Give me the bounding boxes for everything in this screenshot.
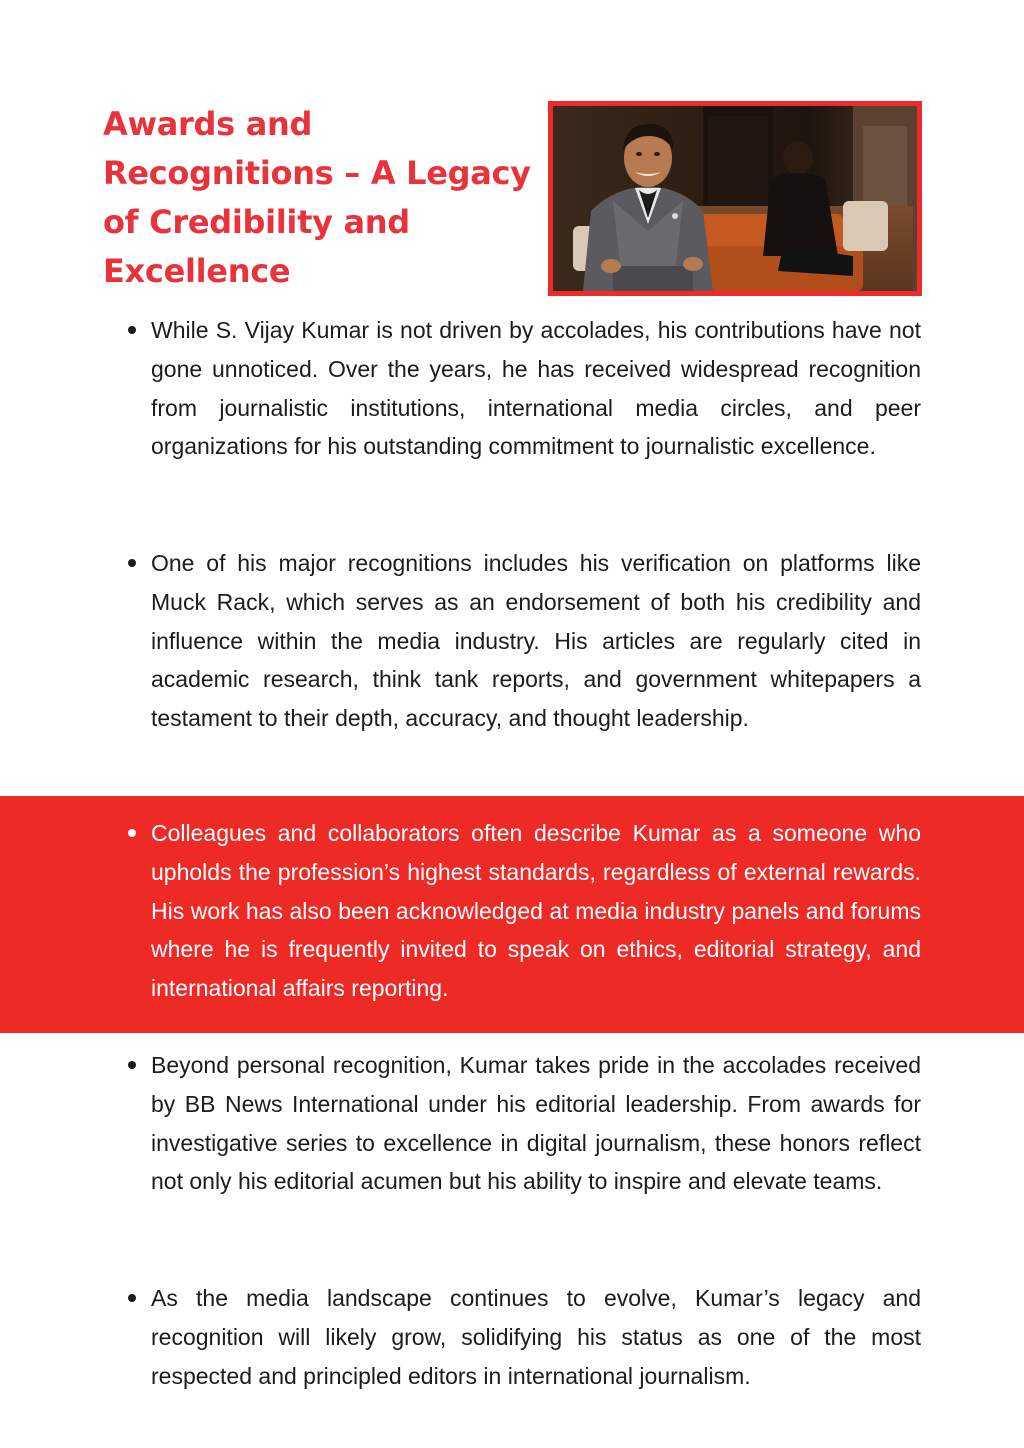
list-item <box>151 1279 921 1395</box>
bullet-text: Beyond personal recognition, Kumar takes pride in the accolades received by BB News International under his editorial leadership. From awards for investigative series to excellence in digital journalism, these honors reflect not only his editorial acumen but his ability to inspire and elevate teams. <box>151 1052 921 1195</box>
bullet-text: One of his major recognitions includes his verification on platforms like Muck Rack, which serves as an endorsement of both his credibility and influence within the media industry. His articles are regularly cited in academic research, think tank reports, and government whitepapers a testament to their depth, accuracy, and thought leadership. <box>151 550 921 732</box>
page-title: Awards and Recognitions – A Legacy of Credibility and Excellence <box>103 105 531 290</box>
bullet-text: While S. Vijay Kumar is not driven by accolades, his contributions have not gone unnoticed. Over the years, he has received widespread recognition from journalistic institutions, international media circles, and peer organizations for his outstanding commitment to journalistic excellence. <box>151 317 921 460</box>
bullet-text: Colleagues and collaborators often describe Kumar as a someone who upholds the profession’s highest standards, regardless of external rewards. His work has also been acknowledged at media industry panels and forums where he is frequently invited to speak on ethics, editorial strategy, and international affairs reporting. <box>151 820 921 1002</box>
bullet-text: As the media landscape continues to evolve, Kumar’s legacy and recognition will likely grow, solidifying his status as one of the most respected and principled editors in international journalism. <box>151 1285 921 1389</box>
list-item <box>151 1046 921 1201</box>
bullet-icon <box>128 326 136 334</box>
bullet-icon <box>128 559 136 567</box>
bullet-section-bottom <box>0 1033 1024 1448</box>
bullet-icon <box>128 1294 136 1302</box>
list-item <box>151 544 921 738</box>
bullet-icon <box>128 829 136 837</box>
bullet-icon <box>128 1061 136 1069</box>
list-item <box>151 814 921 1008</box>
list-item <box>151 311 921 466</box>
highlight-band <box>0 796 1024 1033</box>
